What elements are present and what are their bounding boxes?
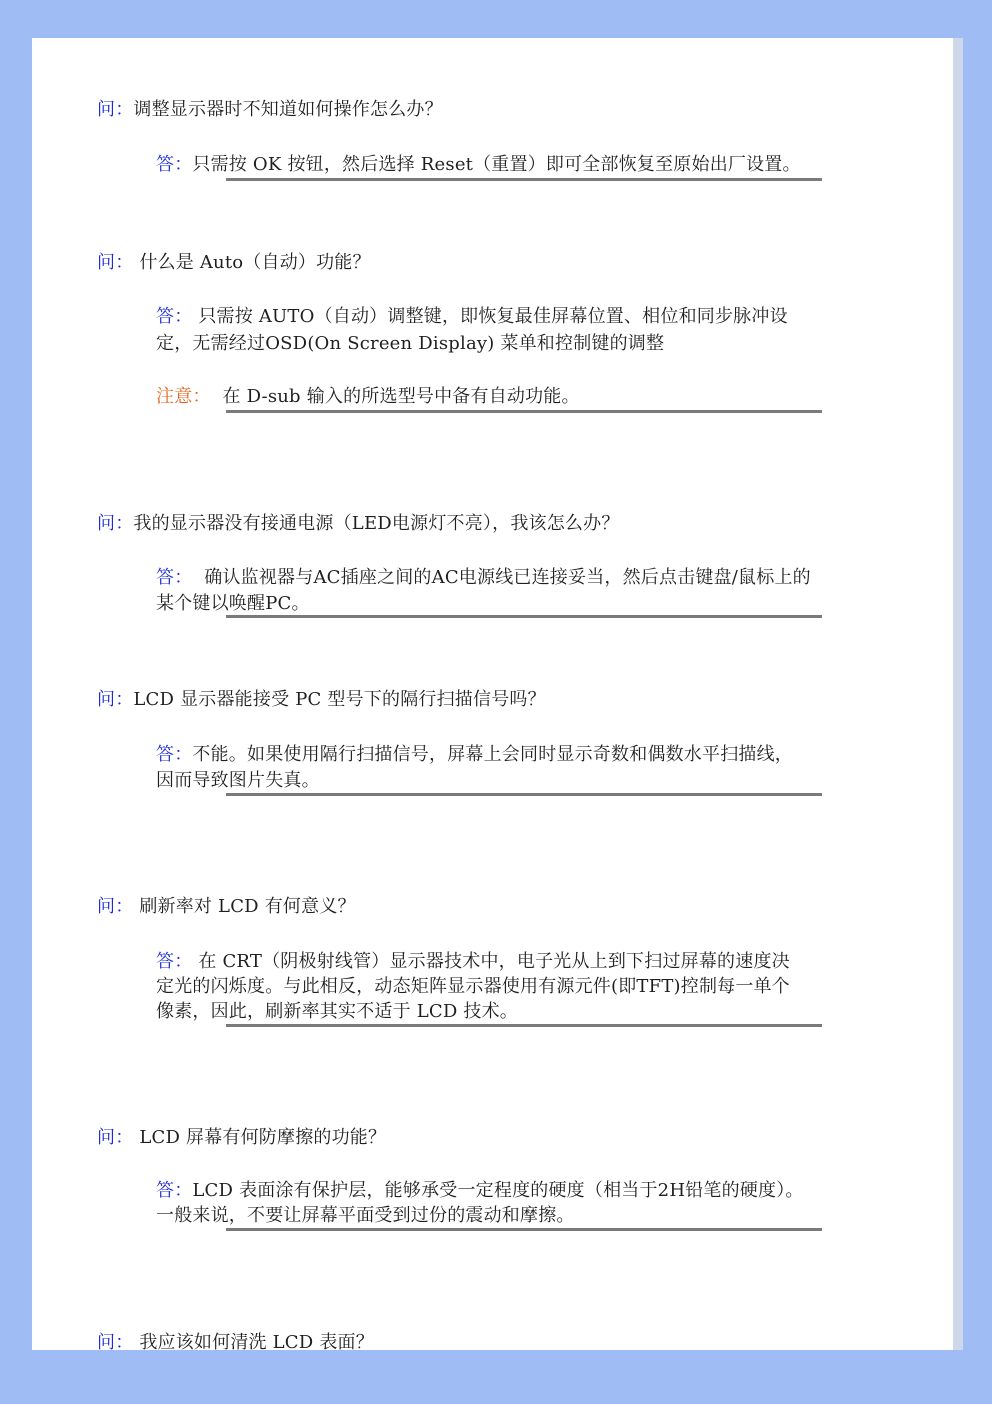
question-label: 问： (97, 1127, 134, 1148)
question-1 (97, 97, 443, 123)
question-label: 问： (97, 99, 134, 120)
answer-line: LCD 表面涂有保护层，能够承受一定程度的硬度（相当于2H铅笔的硬度）。 (192, 1180, 804, 1201)
answer-line: 在 CRT（阴极射线管）显示器技术中，电子光从上到下扫过屏幕的速度决 (192, 951, 790, 972)
answer-label: 答： (156, 306, 193, 327)
answer-6 (156, 1178, 804, 1204)
question-3 (97, 511, 620, 537)
divider (226, 410, 822, 413)
answer-6-line-2: 一般来说，不要让屏幕平面受到过份的震动和摩擦。 (156, 1205, 575, 1226)
answer-5 (156, 949, 790, 975)
answer-line: 不能。如果使用隔行扫描信号，屏幕上会同时显示奇数和偶数水平扫描线， (192, 744, 794, 765)
divider (226, 615, 822, 618)
answer-4-line-2: 因而导致图片失真。 (156, 770, 320, 791)
answer-5-line-3: 像素，因此，刷新率其实不适于 LCD 技术。 (156, 1001, 518, 1022)
question-text: 刷新率对 LCD 有何意义？ (133, 896, 356, 917)
divider (226, 178, 822, 181)
divider (226, 1228, 822, 1231)
question-label: 问： (97, 689, 134, 710)
note-text: 在 D-sub 输入的所选型号中备有自动功能。 (210, 386, 580, 407)
question-label: 问： (97, 1332, 134, 1353)
answer-3 (156, 565, 811, 591)
question-7 (97, 1330, 374, 1356)
answer-4 (156, 742, 793, 768)
question-6 (97, 1125, 386, 1151)
answer-label: 答： (156, 951, 193, 972)
answer-5-line-2: 定光的闪烁度。与此相反，动态矩阵显示器使用有源元件(即TFT)控制每一单个 (156, 976, 790, 997)
question-text: 我的显示器没有接通电源（LED电源灯不亮），我该怎么办？ (133, 513, 620, 534)
question-4 (97, 687, 546, 713)
answer-2 (156, 304, 788, 330)
answer-1 (156, 152, 801, 178)
divider (226, 793, 822, 796)
answer-line: 确认监视器与AC插座之间的AC电源线已连接妥当，然后点击键盘/鼠标上的 (192, 567, 811, 588)
document-page (32, 38, 963, 1353)
question-text: 我应该如何清洗 LCD 表面？ (133, 1332, 374, 1353)
question-text: LCD 显示器能接受 PC 型号下的隔行扫描信号吗？ (133, 689, 546, 710)
question-2 (97, 250, 371, 276)
note-label: 注意： (156, 386, 211, 407)
answer-2-line-2: 定，无需经过OSD(On Screen Display) 菜单和控制键的调整 (156, 333, 665, 354)
answer-label: 答： (156, 154, 193, 175)
answer-label: 答： (156, 744, 193, 765)
question-text: 调整显示器时不知道如何操作怎么办？ (133, 99, 443, 120)
question-5 (97, 894, 356, 920)
question-label: 问： (97, 513, 134, 534)
answer-label: 答： (156, 567, 193, 588)
question-text: LCD 屏幕有何防摩擦的功能？ (133, 1127, 387, 1148)
answer-line: 只需按 OK 按钮，然后选择 Reset（重置）即可全部恢复至原始出厂设置。 (192, 154, 801, 175)
answer-label: 答： (156, 1180, 193, 1201)
note-2 (156, 384, 580, 410)
question-label: 问： (97, 896, 134, 917)
divider (226, 1024, 822, 1027)
question-label: 问： (97, 252, 134, 273)
answer-line: 只需按 AUTO（自动）调整键，即恢复最佳屏幕位置、相位和同步脉冲设 (192, 306, 788, 327)
answer-3-line-2: 某个键以唤醒PC。 (156, 593, 310, 614)
question-text: 什么是 Auto（自动）功能？ (133, 252, 371, 273)
